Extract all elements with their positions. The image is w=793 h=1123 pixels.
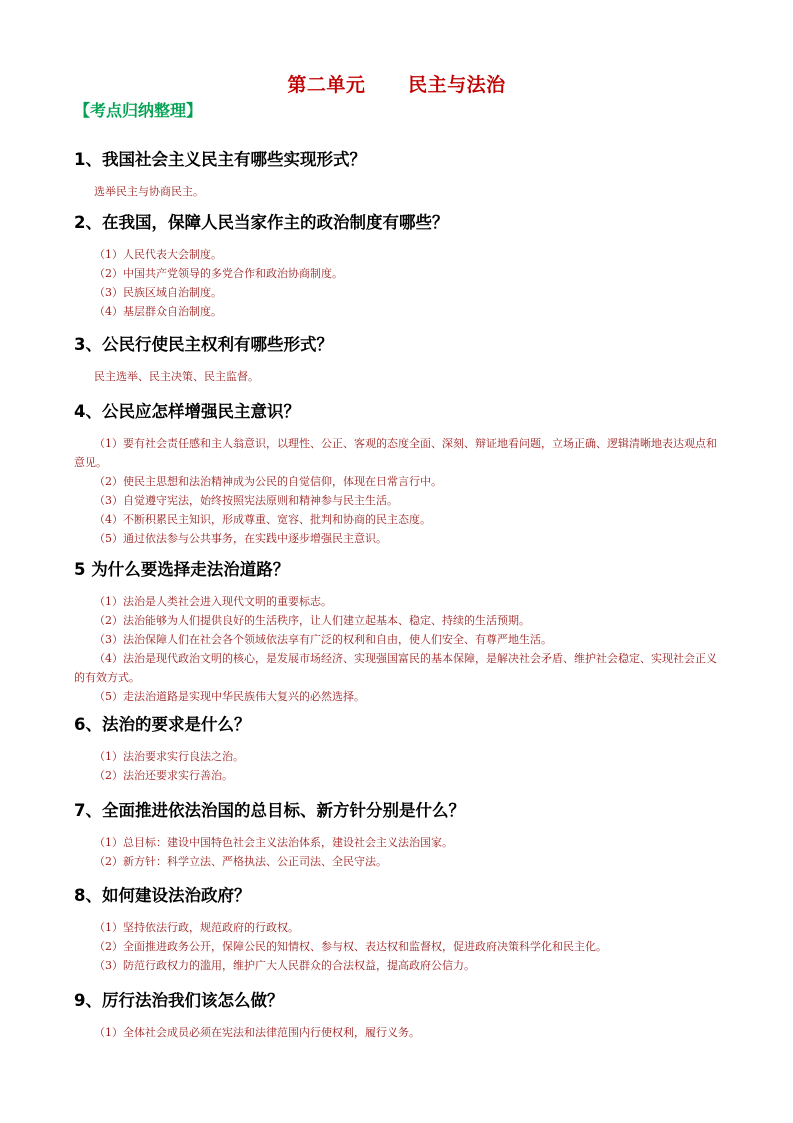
answer-item: （3）民族区域自治制度。	[94, 286, 222, 299]
answer-item: （1）总目标：建设中国特色社会主义法治体系，建设社会主义法治国家。	[94, 836, 453, 849]
answer-item: （2）全面推进政务公开，保障公民的知情权、参与权、表达权和监督权，促进政府决策科学化和民主化。	[94, 940, 607, 953]
question-heading: 6、法治的要求是什么？	[74, 715, 251, 734]
qa-section	[74, 711, 734, 785]
answer-list	[74, 747, 734, 785]
answer-item: （2）中国共产党领导的多党合作和政治协商制度。	[94, 267, 343, 280]
answer-item: 选举民主与协商民主。	[94, 185, 204, 198]
answer-item: （3）防范行政权力的滥用，维护广大人民群众的合法权益，提高政府公信力。	[94, 959, 475, 972]
qa-section	[74, 797, 734, 871]
answer-item: （2）使民主思想和法治精神成为公民的自觉信仰，体现在日常言行中。	[94, 475, 442, 488]
qa-section	[74, 146, 734, 201]
question-heading: 4、公民应怎样增强民主意识？	[74, 402, 300, 421]
question-heading: 9、厉行法治我们该怎么做？	[74, 991, 284, 1010]
question-heading: 7、全面推进依法治国的总目标、新方针分别是什么？	[74, 801, 465, 820]
page-title: 第二单元 民主与法治	[287, 74, 506, 96]
question-heading: 3、公民行使民主权利有哪些形式？	[74, 335, 333, 354]
answer-item: （1）法治是人类社会进入现代文明的重要标志。	[94, 595, 332, 608]
answer-item: （4）不断积累民主知识，形成尊重、宽容、批判和协商的民主态度。	[94, 513, 431, 526]
question-heading: 8、如何建设法治政府？	[74, 886, 251, 905]
section-subtitle: 【考点归纳整理】	[74, 101, 203, 120]
qa-section	[74, 882, 734, 975]
answer-list	[74, 1023, 734, 1042]
answer-list	[74, 592, 734, 706]
answer-item: （3）自觉遵守宪法，始终按照宪法原则和精神参与民主生活。	[94, 494, 398, 507]
question-heading: 2、在我国，保障人民当家作主的政治制度有哪些？	[74, 213, 449, 232]
answer-item: （1）坚持依法行政，规范政府的行政权。	[94, 921, 299, 934]
answer-list	[74, 367, 734, 386]
answer-item: （4）基层群众自治制度。	[94, 305, 222, 318]
answer-item: （2）法治能够为人们提供良好的生活秩序，让人们建立起基本、稳定、持续的生活预期。	[94, 614, 530, 627]
qa-section	[74, 398, 734, 548]
answer-item: （2）新方针：科学立法、严格执法、公正司法、全民守法。	[94, 855, 387, 868]
answer-list	[74, 918, 734, 975]
answer-list	[74, 434, 734, 548]
qa-section	[74, 331, 734, 386]
answer-item: （1）人民代表大会制度。	[94, 248, 222, 261]
answer-item: （1）要有社会责任感和主人翁意识，以理性、公正、客观的态度全面、深刻、辩证地看问题，立场正确、逻辑清晰地表达观点和意见。	[74, 437, 717, 469]
answer-item: （1）法治要求实行良法之治。	[94, 750, 244, 763]
question-heading: 1、我国社会主义民主有哪些实现形式？	[74, 150, 366, 169]
question-heading: 5 为什么要选择走法治道路？	[74, 560, 290, 579]
answer-item: （3）法治保障人们在社会各个领域依法享有广泛的权利和自由，使人们安全、有尊严地生活。	[94, 633, 552, 646]
answer-list	[74, 833, 734, 871]
answer-item: 民主选举、民主决策、民主监督。	[94, 370, 259, 383]
qa-section	[74, 987, 734, 1042]
answer-item: （1）全体社会成员必须在宪法和法律范围内行使权利，履行义务。	[94, 1026, 420, 1039]
answer-list	[74, 182, 734, 201]
answer-item: （5）通过依法参与公共事务，在实践中逐步增强民主意识。	[94, 532, 387, 545]
answer-item: （5）走法治道路是实现中华民族伟大复兴的必然选择。	[94, 690, 365, 703]
qa-section	[74, 209, 734, 321]
answer-item: （4）法治是现代政治文明的核心，是发展市场经济、实现强国富民的基本保障，是解决社会矛盾、维护社会稳定、实现社会正义的有效方式。	[74, 652, 717, 684]
answer-list	[74, 245, 734, 321]
qa-section	[74, 556, 734, 706]
answer-item: （2）法治还要求实行善治。	[94, 769, 233, 782]
